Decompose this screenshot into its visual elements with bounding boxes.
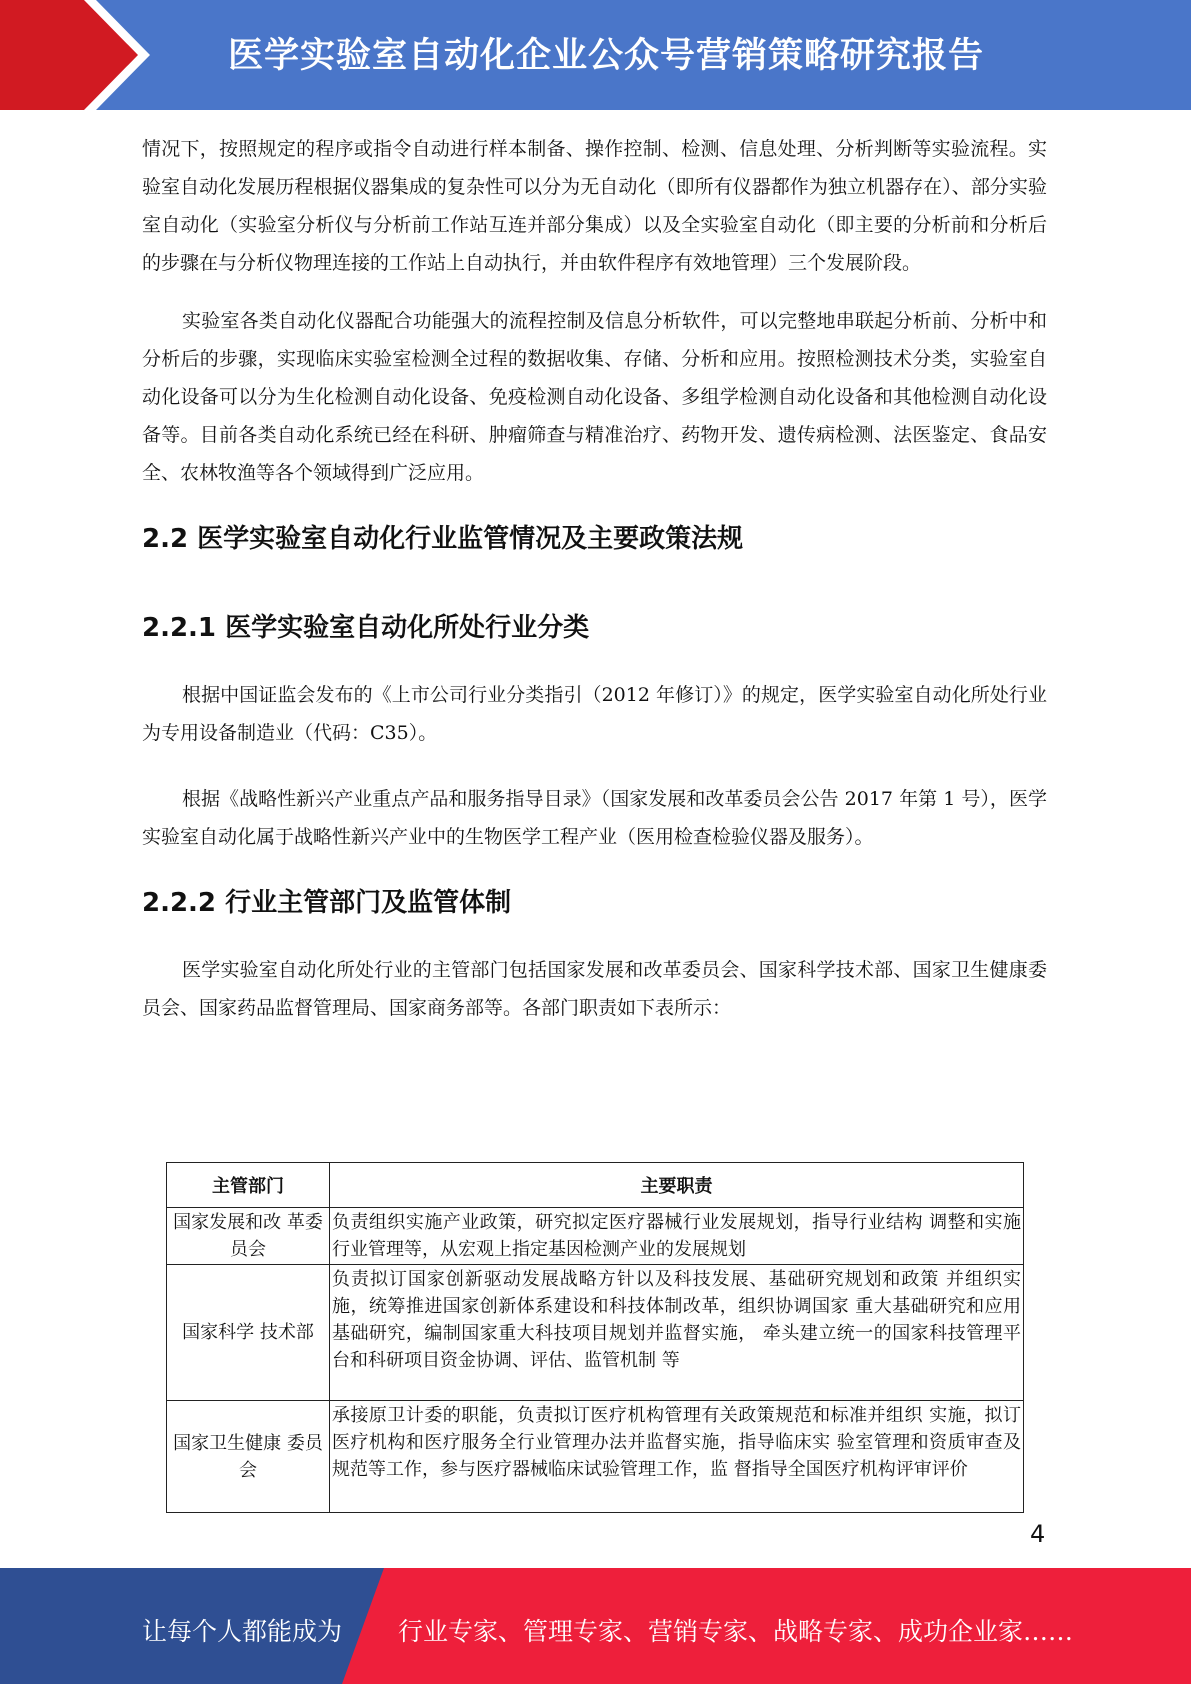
paragraph-2: 实验室各类自动化仪器配合功能强大的流程控制及信息分析软件，可以完整地串联起分析前、分析中和分析后的步骤，实现临床实验室检测全过程的数据收集、存储、分析和应用。按照检测技术分类，实验室自动化设备可以分为生化检测自动化设备、免疫检测自动化设备、多组学检测自动化设备和其他检测自动化设备等。目前各类自动化系统已经在科研、肿瘤筛查与精准治疗、药物开发、遗传病检测、法医鉴定、食品安全、农林牧渔等各个领域得到广泛应用。 xyxy=(142,310,1047,484)
paragraph-3: 根据中国证监会发布的《上市公司行业分类指引（2012 年修订）》的规定，医学实验室自动化所处行业为专用设备制造业（代码：C35）。 xyxy=(142,684,1047,744)
page-number: 4 xyxy=(1030,1520,1046,1548)
table-row xyxy=(167,1208,1024,1265)
section-heading-2-2: 2.2 医学实验室自动化行业监管情况及主要政策法规 xyxy=(142,524,744,554)
paragraph-5: 医学实验室自动化所处行业的主管部门包括国家发展和改革委员会、国家科学技术部、国家卫生健康委员会、国家药品监督管理局、国家商务部等。各部门职责如下表所示： xyxy=(142,959,1047,1019)
section-heading-2-2-1: 2.2.1 医学实验室自动化所处行业分类 xyxy=(142,613,590,643)
report-title: 医学实验室自动化企业公众号营销策略研究报告 xyxy=(228,36,985,76)
paragraph-4: 根据《战略性新兴产业重点产品和服务指导目录》（国家发展和改革委员会公告 2017 年第 1 号），医学实验室自动化属于战略性新兴产业中的生物医学工程产业（医用检查检验仪器及服务）。 xyxy=(142,788,1047,848)
table-row xyxy=(167,1401,1024,1513)
dept-cell: 国家科学 技术部 xyxy=(167,1265,330,1401)
page-footer xyxy=(0,1568,1191,1684)
department-duty-table xyxy=(166,1162,1024,1513)
header-duty: 主要职责 xyxy=(330,1163,1024,1208)
duty-cell: 负责拟订国家创新驱动发展战略方针以及科技发展、基础研究规划和政策 并组织实施，统筹推进国家创新体系建设和科技体制改革，组织协调国家 重大基础研究和应用基础研究，编制国家重大科技项目规划并监督实施， 牵头建立统一的国家科技管理平台和科研项目资金协调、评估、监管机制 等 xyxy=(330,1265,1024,1401)
header-dept: 主管部门 xyxy=(167,1163,330,1208)
paragraph-1: 情况下，按照规定的程序或指令自动进行样本制备、操作控制、检测、信息处理、分析判断等实验流程。实验室自动化发展历程根据仪器集成的复杂性可以分为无自动化（即所有仪器都作为独立机器存在）、部分实验室自动化（实验室分析仪与分析前工作站互连并部分集成）以及全实验室自动化（即主要的分析前和分析后的步骤在与分析仪物理连接的工作站上自动执行，并由软件程序有效地管理）三个发展阶段。 xyxy=(142,138,1047,274)
page-header xyxy=(0,0,1191,110)
table-header-row xyxy=(167,1163,1024,1208)
main-content xyxy=(142,130,1047,1027)
dept-cell: 国家发展和改 革委员会 xyxy=(167,1208,330,1265)
header-red-arrow xyxy=(0,0,160,110)
table-row xyxy=(167,1265,1024,1401)
section-heading-2-2-2: 2.2.2 行业主管部门及监管体制 xyxy=(142,888,512,918)
footer-slogan-left: 让每个人都能成为 xyxy=(142,1617,343,1646)
footer-slogan-right: 行业专家、管理专家、营销专家、战略专家、成功企业家…… xyxy=(398,1617,1074,1646)
duty-cell: 承接原卫计委的职能，负责拟订医疗机构管理有关政策规范和标准并组织 实施，拟订医疗机构和医疗服务全行业管理办法并监督实施，指导临床实 验室管理和资质审查及规范等工作，参与医疗器械临床试验管理工作，监 督指导全国医疗机构评审评价 xyxy=(330,1401,1024,1513)
duty-cell: 负责组织实施产业政策，研究拟定医疗器械行业发展规划，指导行业结构 调整和实施行业管理等，从宏观上指定基因检测产业的发展规划 xyxy=(330,1208,1024,1265)
dept-cell: 国家卫生健康 委员会 xyxy=(167,1401,330,1513)
